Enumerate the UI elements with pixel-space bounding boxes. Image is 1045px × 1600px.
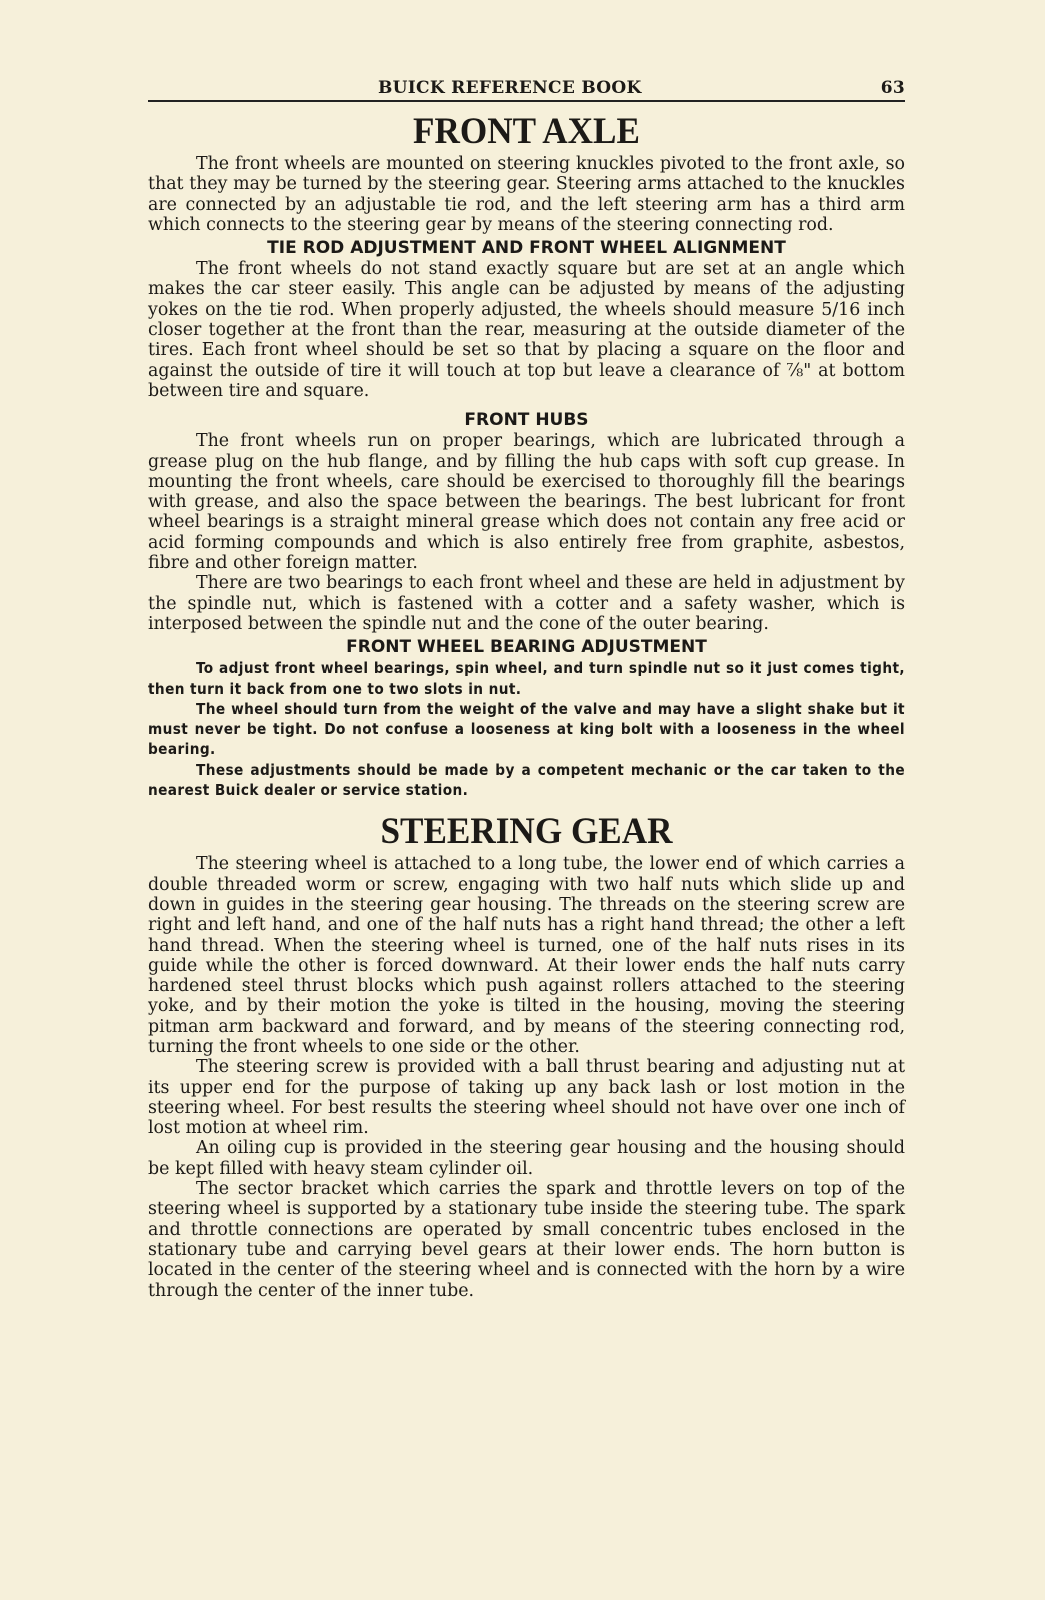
book-page [148, 78, 905, 1301]
paragraph: An oiling cup is provided in the steering gear housing and the housing should be kept filled with heavy steam cylinder oil. [148, 1138, 905, 1179]
page-number: 63 [880, 78, 905, 98]
subsection-title-tie-rod: TIE ROD ADJUSTMENT AND FRONT WHEEL ALIGNMENT [267, 238, 786, 259]
running-title: BUICK REFERENCE BOOK [378, 78, 642, 98]
paragraph: There are two bearings to each front wheel and these are held in adjustment by the spindle nut, which is fastened with a cotter and a safety washer, which is interposed between the spindle nut and the cone of the outer bearing. [148, 573, 905, 634]
section-title-front-axle: FRONT AXLE [413, 111, 640, 152]
paragraph: To adjust front wheel bearings, spin wheel, and turn spindle nut so it just comes tight, then turn it back from one to two slots in nut. [148, 659, 905, 698]
paragraph: These adjustments should be made by a competent mechanic or the car taken to the nearest Buick dealer or service station. [148, 760, 905, 800]
paragraph: The steering wheel is attached to a long tube, the lower end of which carries a double threaded worm or screw, engaging with two half nuts which slide up and down in guides in the steering gear housing. The threads on the steering screw are right and left hand, and one of the half nuts has a right hand thread; the other a left hand thread. When the steering wheel is turned, one of the half nuts rises in its guide while the other is forced downward. At their lower ends the half nuts carry hardened steel thrust blocks which push against rollers attached to the steering yoke, and by their motion the yoke is tilted in the housing, moving the steering pitman arm backward and forward, and by means of the steering connecting rod, turning the front wheels to one side or the other. [148, 854, 905, 1057]
section-title-steering-gear: STEERING GEAR [380, 811, 673, 853]
paragraph: The front wheels are mounted on steering knuckles pivoted to the front axle, so that they may be turned by the steering gear. Steering arms attached to the knuckles are connected by an adjustable tie rod, and the left steering arm has a third arm which connects to the steering gear by means of the steering connecting rod. [148, 154, 905, 235]
paragraph: The front wheels do not stand exactly square but are set at an angle which makes the car steer easily. This angle can be adjusted by means of the adjusting yokes on the tie rod. When properly adjusted, the wheels should measure 5/16 inch closer together at the front than the rear, measuring at the outside diameter of the tires. Each front wheel should be set so that by placing a square on the floor and against the outside of tire it will touch at top but leave a clearance of ⅞" at bottom between tire and square. [148, 259, 905, 401]
paragraph: The steering screw is provided with a ball thrust bearing and adjusting nut at its upper end for the purpose of taking up any back lash or lost motion in the steering wheel. For best results the steering wheel should not have over one inch of lost motion at wheel rim. [148, 1057, 905, 1139]
paragraph: The front wheels run on proper bearings, which are lubricated through a grease plug on the hub flange, and by filling the hub caps with soft cup grease. In mounting the front wheels, care should be exercised to thoroughly fill the bearings with grease, and also the space between the bearings. The best lubricant for front wheel bearings is a straight mineral grease which does not contain any free acid or acid forming compounds and which is also entirely free from graphite, asbestos, fibre and other foreign matter. [148, 431, 905, 574]
subsection-title-bearing-adjustment: FRONT WHEEL BEARING ADJUSTMENT [346, 637, 707, 658]
paragraph: The sector bracket which carries the spark and throttle levers on top of the steering wheel is supported by a stationary tube inside the steering tube. The spark and throttle connections are operated by small concentric tubes enclosed in the stationary tube and carrying bevel gears at their lower ends. The horn button is located in the center of the steering wheel and is connected with the horn by a wire through the center of the inner tube. [148, 1179, 905, 1301]
subsection-title-front-hubs: FRONT HUBS [464, 410, 589, 431]
paragraph: The wheel should turn from the weight of the valve and may have a slight shake but it must never be tight. Do not confuse a looseness at king bolt with a looseness in the wheel bearing. [148, 699, 905, 759]
running-header [148, 78, 905, 102]
